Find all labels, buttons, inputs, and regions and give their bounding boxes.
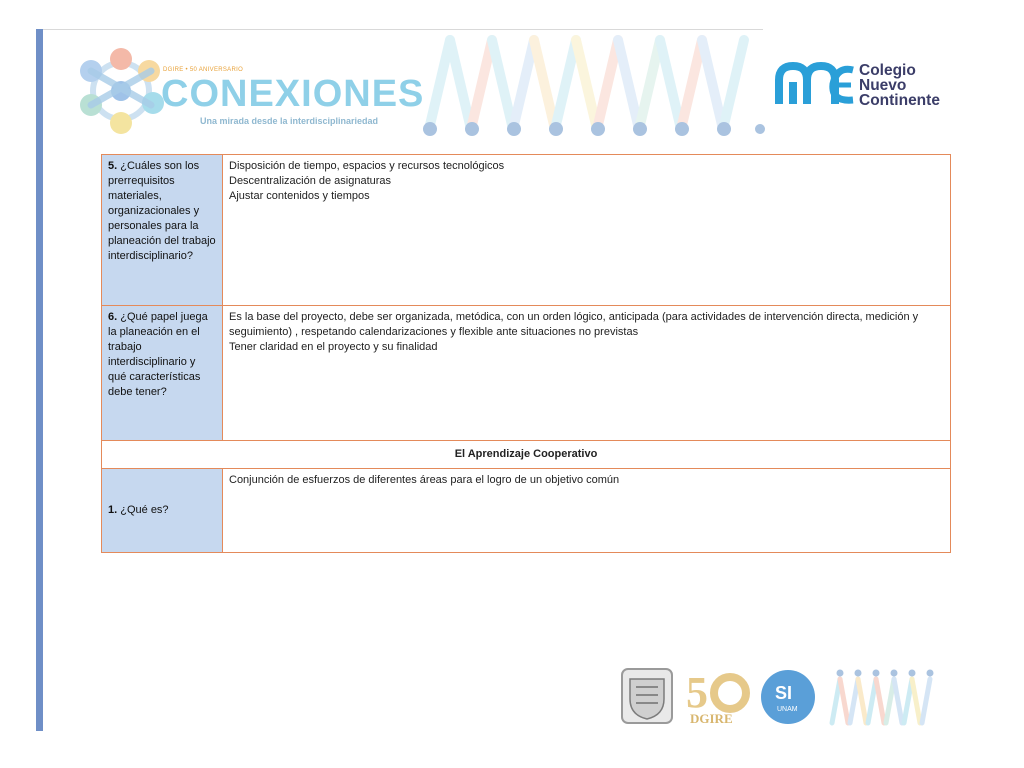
section-row [102, 441, 951, 469]
table-row [102, 469, 951, 553]
answer-cell [223, 306, 951, 441]
answer-cell [223, 469, 951, 553]
conexiones-title: CONEXIONES [161, 73, 425, 115]
dgire-label: DGIRE [690, 711, 733, 726]
dgire-50-icon [686, 668, 746, 726]
answer-line: Disposición de tiempo, espacios y recursos tecnológicos [229, 160, 505, 172]
question-text: ¿Cuáles son los prerrequisitos materiales, organizacionales y personales para la planeación del trabajo interdisciplinario? [108, 160, 216, 262]
cnc-line3: Continente [859, 92, 940, 109]
question-cell [102, 306, 223, 441]
si-label: SI [775, 683, 793, 703]
cnc-line2: Nuevo [859, 77, 907, 94]
question-cell [102, 155, 223, 306]
conexiones-anniversary-label: DGIRE • 50 ANIVERSARIO [163, 67, 244, 73]
interdisciplinary-table [101, 154, 951, 553]
table-row [102, 155, 951, 306]
si-unam-icon [761, 670, 815, 724]
question-number: 1. [108, 504, 118, 516]
question-number: 6. [108, 311, 118, 323]
answer-line: Es la base del proyecto, debe ser organizada, metódica, con un orden lógico, anticipada (para actividades de intervención directa, medición y seguimiento) , respetando calendarizaciones y flexible ante situaciones no previstas [229, 311, 919, 338]
cnc-name [859, 63, 940, 108]
unam-shield-icon [622, 669, 672, 723]
decorative-stripes [420, 30, 765, 140]
cnc-line1: Colegio [859, 62, 916, 79]
svg-text:5: 5 [686, 668, 708, 717]
colegio-nuevo-continente-logo [773, 60, 973, 120]
question-text: ¿Qué es? [120, 504, 169, 516]
conexiones-subtitle: Una mirada desde la interdisciplinariedad [200, 116, 379, 126]
question-cell [102, 469, 223, 553]
unam-label: UNAM [777, 706, 798, 713]
answer-line: Conjunción de esfuerzos de diferentes áreas para el logro de un objetivo común [229, 474, 620, 486]
section-title: El Aprendizaje Cooperativo [102, 441, 951, 469]
question-number: 5. [108, 160, 118, 172]
footer-logos-graphic [620, 665, 940, 727]
answer-line: Tener claridad en el proyecto y su finalidad [229, 341, 438, 353]
slide-left-bar [36, 29, 43, 731]
table-row [102, 306, 951, 441]
answer-line: Descentralización de asignaturas [229, 175, 392, 187]
footer-logos [620, 665, 940, 727]
answer-cell [223, 155, 951, 306]
answer-line: Ajustar contenidos y tiempos [229, 190, 370, 202]
conexiones-molecule-icon [75, 45, 167, 137]
question-text: ¿Qué papel juega la planeación en el trabajo interdisciplinario y qué características debe tener? [108, 311, 208, 398]
cnc-monogram-icon [773, 60, 857, 110]
mini-stripes-icon [832, 679, 930, 723]
conexiones-logo [75, 45, 425, 140]
